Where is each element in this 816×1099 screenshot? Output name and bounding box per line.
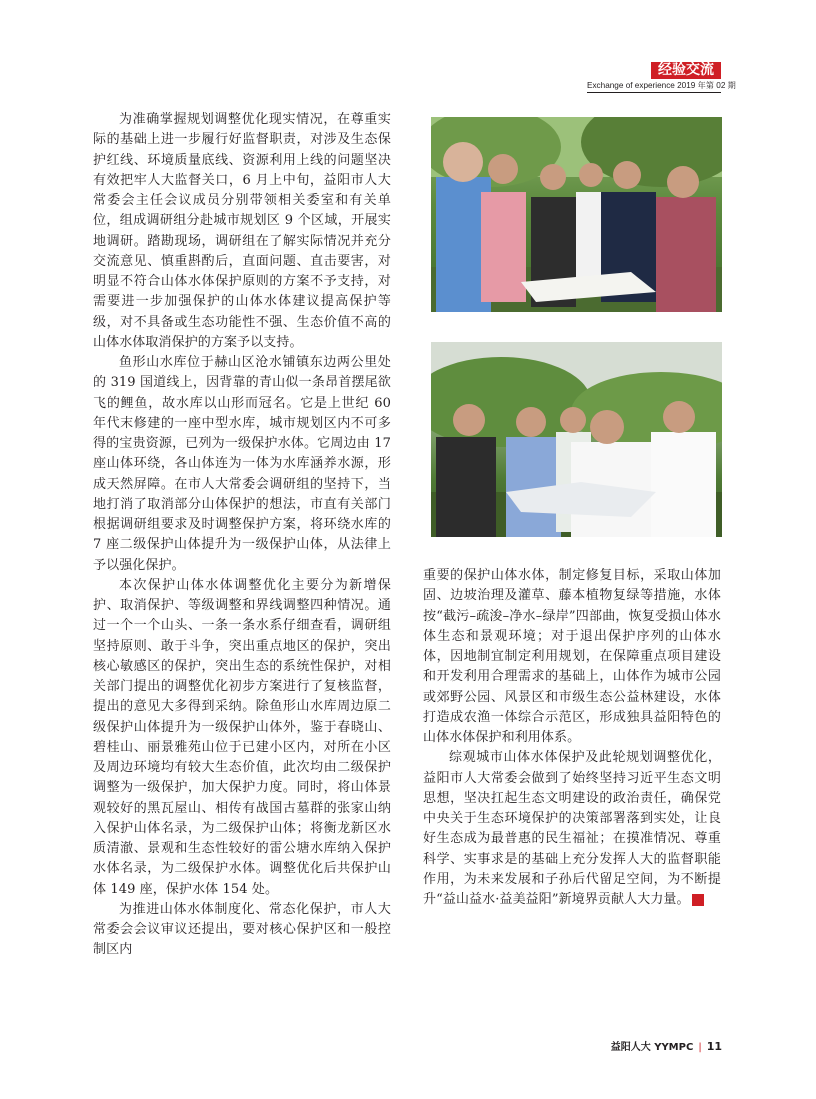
paragraph: 重要的保护山体水体，制定修复目标，采取山体加固、边坡治理及灌草、藤本植物复绿等措施，水体按“截污–疏浚–净水–绿岸”四部曲，恢复受损山体水体生态和景观环境；对于退出保护序列的山体水体，因地制宜制定利用规划，在保障重点项目建设和开发利用合理需求的基础上，山体作为城市公园或郊野公园、风景区和市级生态公益林建设，水体打造成农渔一体综合示范区，形成独具益阳特色的山体水体保护和利用体系。: [423, 568, 721, 745]
photo-illustration: [431, 342, 722, 537]
paragraph: [423, 748, 726, 910]
header-divider: [587, 92, 721, 93]
article-end-mark: 文: [692, 894, 704, 906]
people-group-2: [436, 401, 716, 537]
section-tag: 经验交流: [651, 62, 721, 79]
footer-separator: |: [698, 1042, 702, 1053]
right-text-column: [423, 566, 726, 910]
page-footer: [608, 1038, 722, 1053]
paragraph: 鱼形山水库位于赫山区沧水铺镇东边两公里处的 319 国道线上，因背靠的青山似一条昂首摆尾欲飞的鲤鱼，故水库以山形而冠名。它是上世纪 60 年代末修建的一座中型水库，城市规划区内不可多得的宝贵资源，已列为一级保护水体。它周边由 17 座山体环绕，各山体连为一体为水库涵养水源，形成天然屏障。在市人大常委会调研组的坚持下，当地打消了取消部分山体保护的想法，市直有关部门根据调研组要求及时调整保护方案，将环绕水库的 7 座二级保护山体提升为一级保护山体，从法律上予以强化保护。: [93, 355, 391, 573]
magazine-name: 益阳人大 YYMPC: [610, 1042, 694, 1053]
issue-subtitle: Exchange of experience 2019 年第 02 期: [587, 81, 736, 90]
left-text-column: [93, 110, 391, 961]
map-review-photo: [431, 342, 722, 537]
paragraph-text: 综观城市山体水体保护及此轮规划调整优化，益阳市人大常委会做到了始终坚持习近平生态文明思想，坚决扛起生态文明建设的政治责任，确保党中央关于生态环境保护的决策部署落到实处，让良好生态成为最普惠的民生福祉；在摸准情况、尊重科学、实事求是的基础上充分发挥人大的监督职能作用，为未来发展和子孙后代留足空间，为不断提升“益山益水·益美益阳”新境界贡献人大力量。: [423, 750, 721, 907]
photo-illustration: [431, 117, 722, 312]
field-inspection-photo: [431, 117, 722, 312]
paragraph: 为推进山体水体制度化、常态化保护，市人大常委会会议审议还提出，要对核心保护区和一般控制区内: [93, 901, 391, 958]
page-number: 11: [706, 1040, 722, 1053]
paragraph: 为准确掌握规划调整优化现实情况，在尊重实际的基础上进一步履行好监督职责，对涉及生态保护红线、环境质量底线、资源利用上线的问题坚决有效把牢人大监督关口，6 月上中旬，益阳市人大常委会主任会议成员分别带领相关委室和有关单位，组成调研组分赴城市规划区 9 个区域，开展实地调研。踏勘现场，调研组在了解实际情况并充分交流意见、慎重斟酌后，直面问题、直击要害，对明显不符合山体水体保护原则的方案不予支持，对需要进一步加强保护的山体水体建议提高保护等级，对不具备或生态功能性不强、生态价值不高的山体水体取消保护的方案予以支持。: [93, 112, 391, 350]
paragraph: 本次保护山体水体调整优化主要分为新增保护、取消保护、等级调整和界线调整四种情况。通过一个一个山头、一条一条水系仔细查看，调研组坚持原则、敢于斗争，突出重点地区的保护，突出核心敏感区的保护，突出生态的系统性保护，对相关部门提出的调整优化初步方案进行了复核监督，提出的意见大多得到采纳。除鱼形山水库周边原二级保护山体提升为一级保护山体外，鉴于春晓山、碧桂山、丽景雅苑山位于已建小区内，对所在小区及周边环境均有较大生态价值，此次均由二级保护调整为一级保护，加大保护力度。同时，将山体景观较好的黑瓦屋山、相传有战国古墓群的张家山纳入保护山体名录，为二级保护山体；将衡龙新区水质清澈、景观和生态性较好的雷公塘水库纳入保护水体名录，为二级保护水体。调整优化后共保护山体 149 座，保护水体 154 处。: [93, 577, 391, 897]
